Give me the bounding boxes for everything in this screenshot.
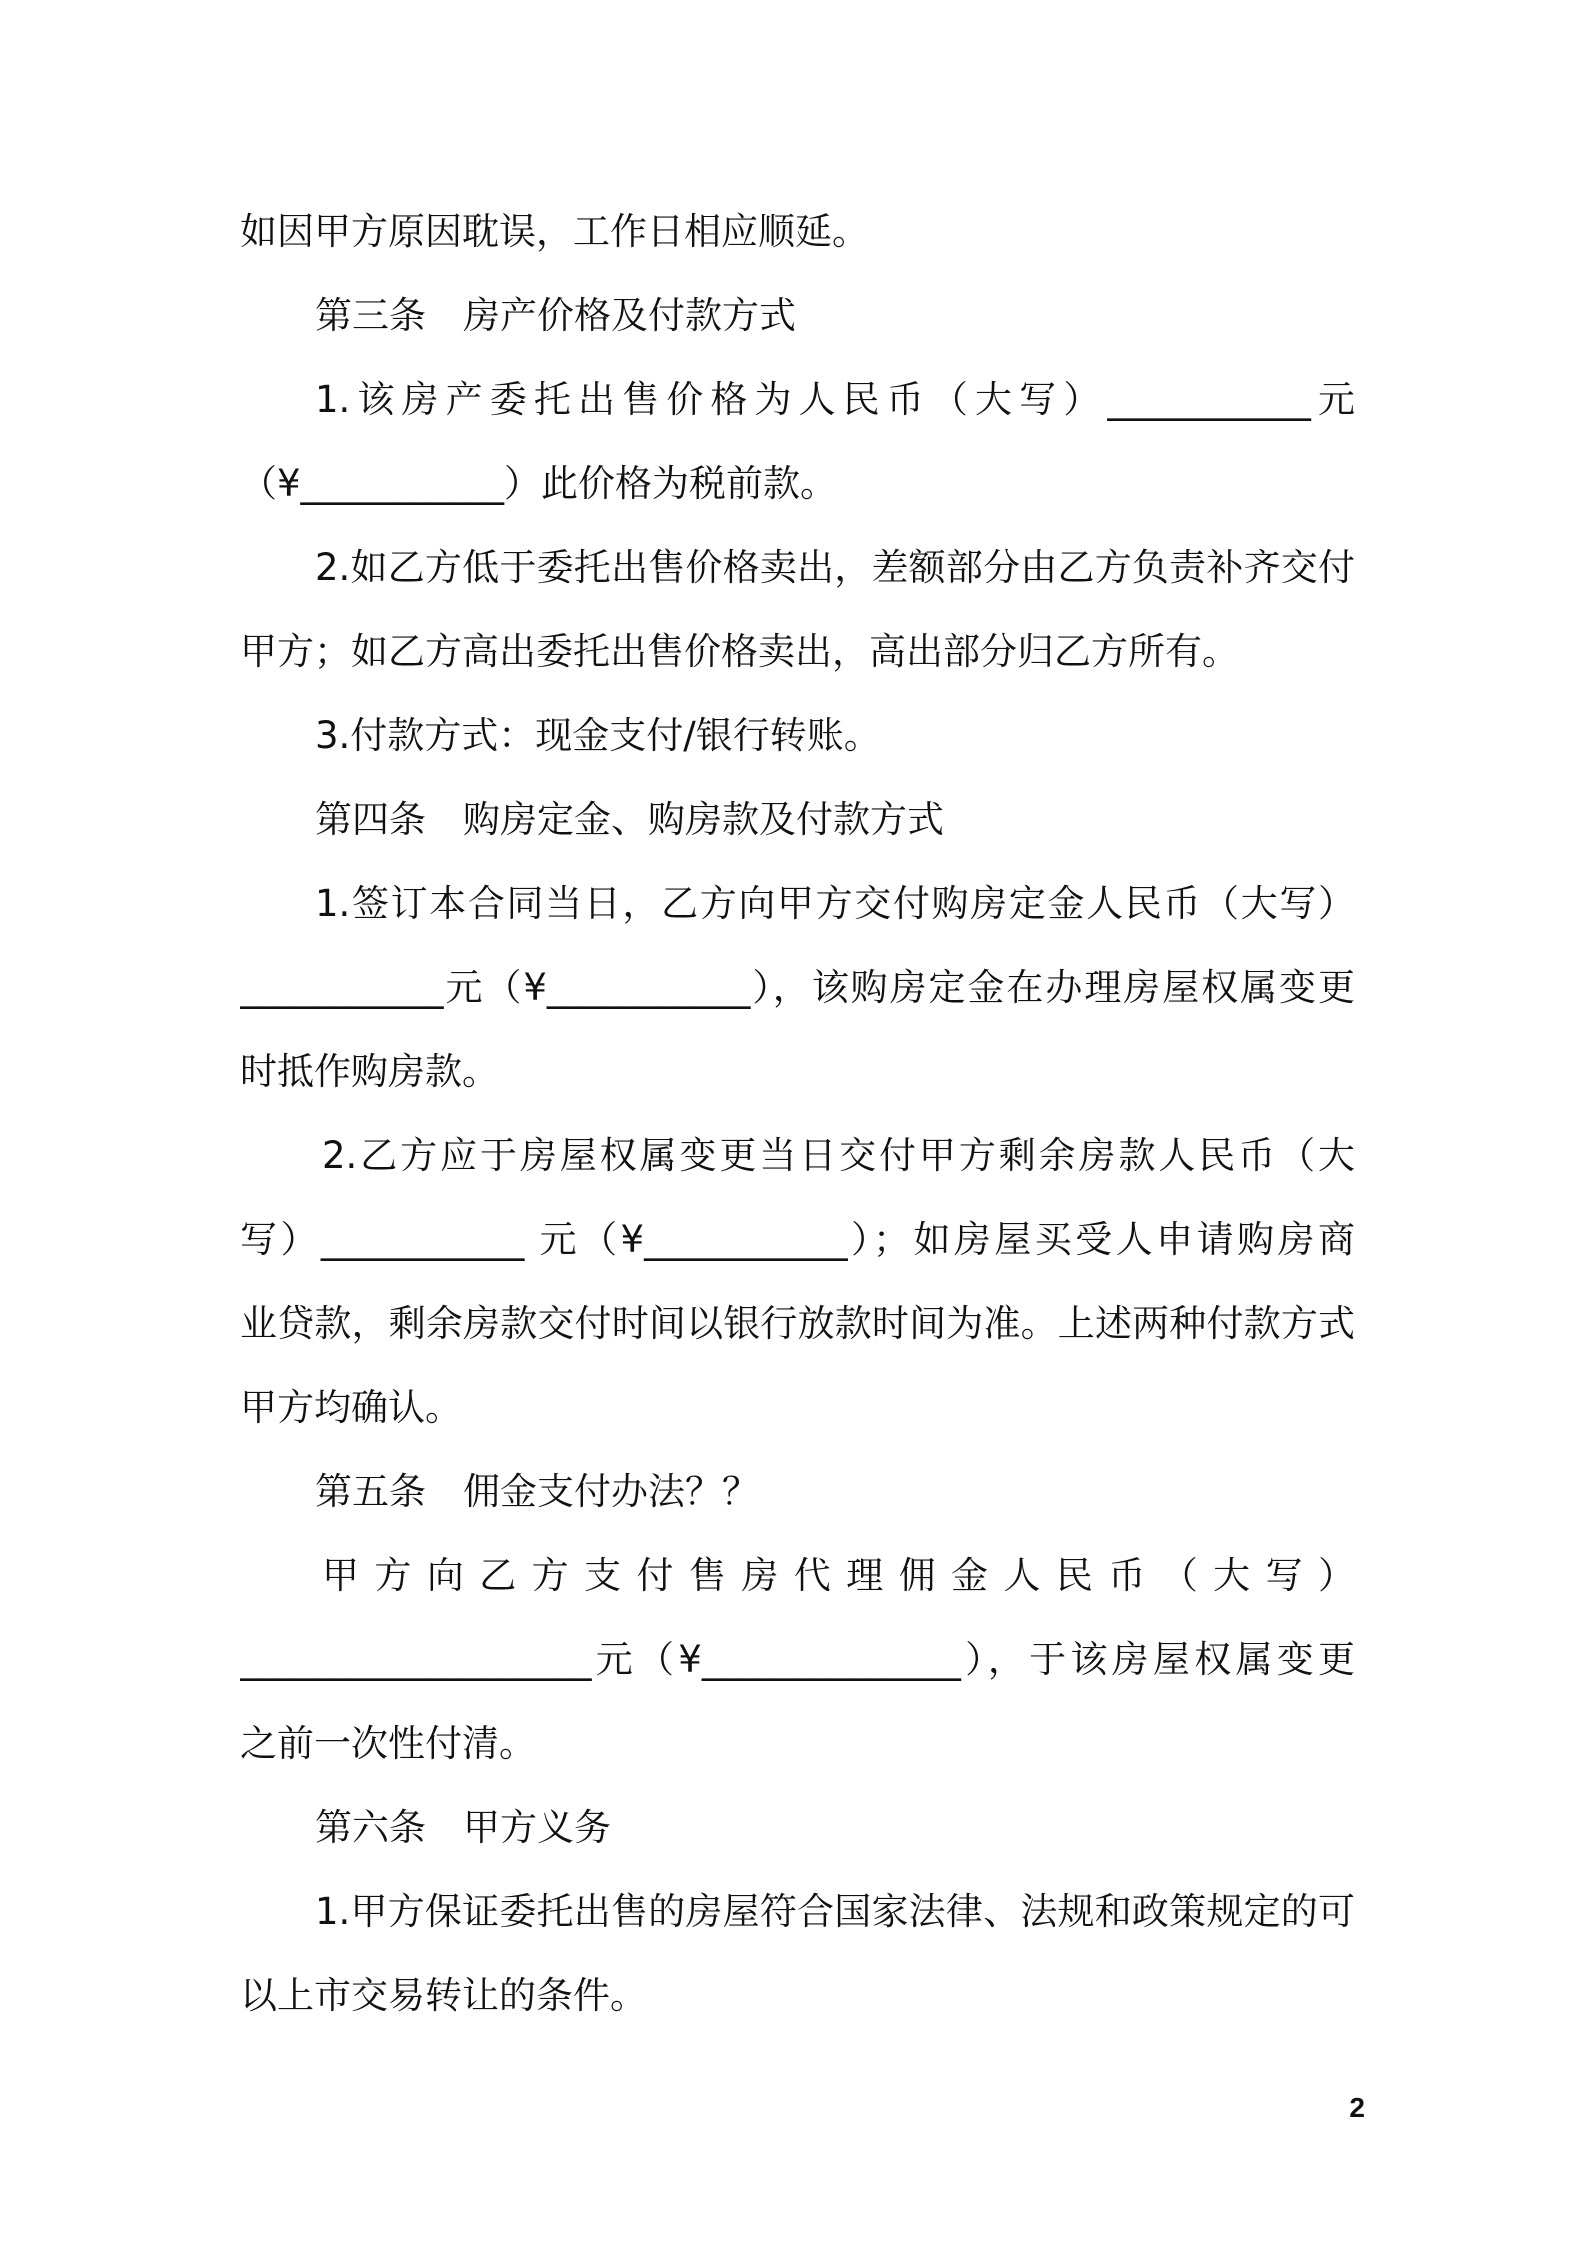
- article-5-text-line-1: 甲方向乙方支付售房代理佣金人民币（大写）: [322, 1554, 1355, 1597]
- article-5-heading: 第五条 佣金支付办法？？: [315, 1470, 759, 1513]
- article-3-clause-1-line-2: （¥___________）此价格为税前款。: [240, 462, 838, 505]
- article-5-text-line-3: 之前一次性付清。: [240, 1722, 536, 1765]
- contract-body: [240, 190, 1355, 2038]
- article-5-text-line-2: ___________________元（¥______________），于该房屋权属变更: [240, 1638, 1355, 1681]
- article-4-clause-1-line-1: 1.签订本合同当日，乙方向甲方交付购房定金人民币（大写）: [315, 882, 1355, 925]
- article-4-clause-2-line-4: 甲方均确认。: [240, 1386, 462, 1429]
- article-4-heading: 第四条 购房定金、购房款及付款方式: [315, 798, 944, 841]
- article-3-clause-1-line-1: 1.该房产委托出售价格为人民币（大写）___________元: [315, 378, 1355, 421]
- article-3-clause-3: 3.付款方式：现金支付/银行转账。: [315, 714, 881, 757]
- article-3-clause-2-line-1: 2.如乙方低于委托出售价格卖出，差额部分由乙方负责补齐交付: [315, 546, 1355, 589]
- article-4-clause-1-line-3: 时抵作购房款。: [240, 1050, 499, 1093]
- article-4-clause-2-line-2: 写）___________ 元（¥___________）；如房屋买受人申请购房商: [240, 1218, 1355, 1261]
- article-3-heading: 第三条 房产价格及付款方式: [315, 294, 796, 337]
- article-6-clause-1-line-1: 1.甲方保证委托出售的房屋符合国家法律、法规和政策规定的可: [315, 1890, 1355, 1933]
- article-4-clause-1-line-2: ___________元（¥___________），该购房定金在办理房屋权属变更: [240, 966, 1355, 1009]
- article-3-clause-2-line-2: 甲方；如乙方高出委托出售价格卖出，高出部分归乙方所有。: [240, 630, 1239, 673]
- text-line-continuation: 如因甲方原因耽误，工作日相应顺延。: [240, 210, 869, 253]
- article-6-clause-1-line-2: 以上市交易转让的条件。: [240, 1974, 647, 2017]
- page-number: 2: [1349, 2092, 1365, 2123]
- article-4-clause-2-line-1: 2.乙方应于房屋权属变更当日交付甲方剩余房款人民币（大: [322, 1134, 1355, 1177]
- article-4-clause-2-line-3: 业贷款，剩余房款交付时间以银行放款时间为准。上述两种付款方式: [240, 1302, 1355, 1345]
- article-6-heading: 第六条 甲方义务: [315, 1806, 611, 1849]
